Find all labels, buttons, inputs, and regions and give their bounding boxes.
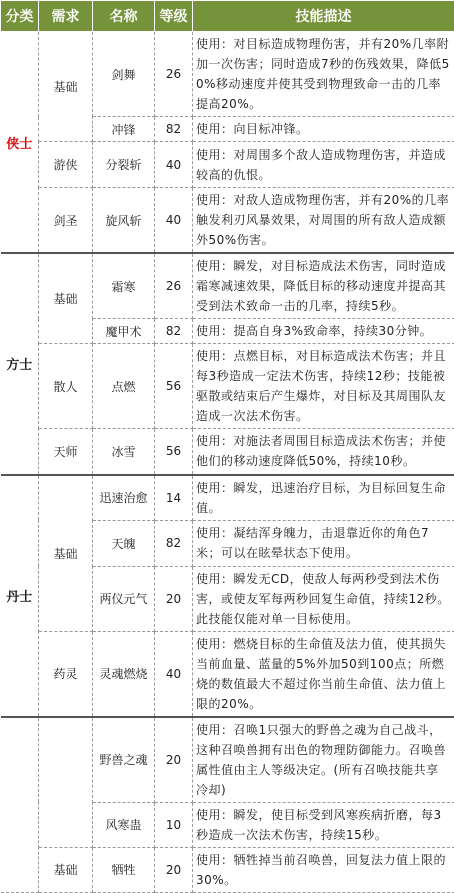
table-row	[1, 32, 454, 117]
header-description: 技能描述	[193, 1, 454, 32]
skill-description-cell: 使用：提高自身3%致命率，持续30分钟。	[193, 319, 454, 344]
skill-name-cell: 分裂斩	[93, 142, 155, 188]
skill-level-cell: 82	[155, 520, 193, 566]
class-cell: 侠士	[1, 32, 39, 254]
skill-name-cell: 牺牲	[93, 847, 155, 892]
requirement-cell	[39, 717, 93, 848]
skill-level-cell: 14	[155, 475, 193, 521]
table-row	[1, 475, 454, 521]
skill-level-cell: 20	[155, 717, 193, 803]
skill-description-cell: 使用：瞬发无CD，使敌人每两秒受到法术伤害，或使友军每两秒回复生命值，持续12秒。此技能仅能对单一目标使用。	[193, 566, 454, 631]
skill-name-cell: 旋风斩	[93, 188, 155, 254]
skill-level-cell: 10	[155, 802, 193, 847]
table-row	[1, 188, 454, 254]
header-class: 分类	[1, 1, 39, 32]
skill-level-cell: 82	[155, 319, 193, 344]
skill-description-cell: 使用：点燃目标，对目标造成法术伤害；并且每3秒造成一定法术伤害，持续12秒；技能被驱散或结束后产生爆炸，对目标及其周围队友造成一次法术伤害。	[193, 344, 454, 429]
class-cell	[1, 717, 39, 893]
table-row	[1, 344, 454, 429]
skill-name-cell: 霜寒	[93, 253, 155, 319]
skill-level-cell: 40	[155, 142, 193, 188]
table-row	[1, 847, 454, 892]
header-row	[1, 1, 454, 32]
skill-name-cell: 迅速治愈	[93, 475, 155, 521]
requirement-cell: 剑圣	[39, 188, 93, 254]
skill-level-cell: 56	[155, 344, 193, 429]
skill-description-cell: 使用：瞬发，对目标造成法术伤害，同时造成霜寒减速效果，降低目标的移动速度并提高其受到法术致命一击的几率，持续5秒。	[193, 253, 454, 319]
skill-name-cell: 魔甲术	[93, 319, 155, 344]
requirement-cell: 天师	[39, 429, 93, 475]
skill-level-cell: 82	[155, 117, 193, 142]
header-requirement: 需求	[39, 1, 93, 32]
skill-description-cell: 使用：召唤1只强大的野兽之魂为自己战斗，这种召唤兽拥有出色的物理防御能力。召唤兽属性值由主人等级决定。(所有召唤技能共享冷却)	[193, 717, 454, 803]
class-cell: 丹士	[1, 475, 39, 717]
requirement-cell: 基础	[39, 32, 93, 142]
skill-level-cell: 20	[155, 566, 193, 631]
table-row	[1, 631, 454, 717]
skill-level-cell: 26	[155, 32, 193, 117]
skill-name-cell: 点燃	[93, 344, 155, 429]
table-row	[1, 717, 454, 803]
header-level: 等级	[155, 1, 193, 32]
skill-description-cell: 使用：瞬发，迅速治疗目标，为目标回复生命值。	[193, 475, 454, 521]
table-row	[1, 253, 454, 319]
skill-level-cell: 40	[155, 188, 193, 254]
requirement-cell: 基础	[39, 847, 93, 892]
skill-description-cell: 使用：对敌人造成物理伤害，并有20%的几率触发利刃风暴效果，对周围的所有敌人造成额外50%伤害。	[193, 188, 454, 254]
table-row	[1, 142, 454, 188]
skill-name-cell: 剑舞	[93, 32, 155, 117]
requirement-cell: 散人	[39, 344, 93, 429]
requirement-cell: 基础	[39, 475, 93, 632]
skill-description-cell: 使用：对周围多个敌人造成物理伤害，并造成较高的仇恨。	[193, 142, 454, 188]
skill-name-cell: 冰雪	[93, 429, 155, 475]
skill-description-cell: 使用：凝结浑身魄力，击退靠近你的角色7米；可以在眩晕状态下使用。	[193, 520, 454, 566]
skill-level-cell: 40	[155, 631, 193, 717]
skill-name-cell: 灵魂燃烧	[93, 631, 155, 717]
skill-description-cell: 使用：牺牲掉当前召唤兽，回复法力值上限的30%。	[193, 847, 454, 892]
skill-level-cell: 20	[155, 847, 193, 892]
class-cell: 方士	[1, 253, 39, 475]
skill-description-cell: 使用：向目标冲锋。	[193, 117, 454, 142]
skill-description-cell: 使用：燃烧目标的生命值及法力值，使其损失当前血量、蓝量的5%外加50到100点；所燃烧的数值最大不超过你当前生命值、法力值上限的20%。	[193, 631, 454, 717]
skill-description-cell: 使用：对目标造成物理伤害，并有20%几率附加一次伤害；同时造成7秒的伤残效果，降低50%移动速度并使其受到物理致命一击的几率提高20%。	[193, 32, 454, 117]
table-row	[1, 429, 454, 475]
skill-description-cell: 使用：对施法者周围目标造成法术伤害；并使他们的移动速度降低50%，持续10秒。	[193, 429, 454, 475]
requirement-cell: 药灵	[39, 631, 93, 717]
skill-level-cell: 56	[155, 429, 193, 475]
skill-name-cell: 两仪元气	[93, 566, 155, 631]
skill-name-cell: 冲锋	[93, 117, 155, 142]
skill-name-cell: 天魄	[93, 520, 155, 566]
header-name: 名称	[93, 1, 155, 32]
skill-name-cell: 风寒蛊	[93, 802, 155, 847]
skill-level-cell: 26	[155, 253, 193, 319]
skill-name-cell: 野兽之魂	[93, 717, 155, 803]
requirement-cell: 游侠	[39, 142, 93, 188]
skill-description-cell: 使用：瞬发，使目标受到风寒疾病折磨，每3秒造成一次法术伤害，持续15秒。	[193, 802, 454, 847]
requirement-cell: 基础	[39, 253, 93, 344]
